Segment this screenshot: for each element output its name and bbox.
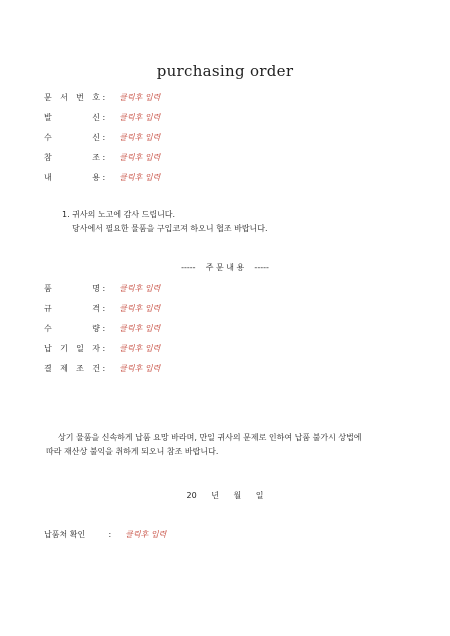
- field-label-char: 규: [44, 304, 52, 313]
- colon: :: [102, 113, 106, 122]
- colon: :: [102, 93, 106, 102]
- field-label-char: 참: [44, 153, 52, 162]
- colon: :: [102, 324, 106, 333]
- field-label: [44, 282, 100, 296]
- field-value-input[interactable]: 클릭후 입력: [119, 93, 161, 102]
- colon: :: [102, 364, 106, 373]
- field-label-char: 제: [60, 364, 68, 373]
- field-label-char: 수: [44, 133, 52, 142]
- field-label-char: 결: [44, 364, 52, 373]
- intro-line-1: 1. 귀사의 노고에 감사 드립니다.: [62, 210, 176, 219]
- field-value-input[interactable]: 클릭후 입력: [119, 153, 161, 162]
- field-recipient: [44, 131, 160, 145]
- field-label-char: 신: [92, 133, 100, 142]
- field-label-char: 건: [92, 364, 100, 373]
- field-label: [44, 362, 100, 376]
- field-value-input[interactable]: 클릭후 입력: [119, 284, 161, 293]
- field-value-input[interactable]: 클릭후 입력: [119, 173, 161, 182]
- field-label: [44, 91, 100, 105]
- field-label-char: 용: [92, 173, 100, 182]
- field-value-input[interactable]: 클릭후 입력: [125, 530, 167, 539]
- field-label: [44, 322, 100, 336]
- field-label: [44, 151, 100, 165]
- field-label-char: 조: [92, 153, 100, 162]
- field-label-char: 자: [92, 344, 100, 353]
- field-label-char: 신: [92, 113, 100, 122]
- field-item-name: [44, 282, 160, 296]
- field-reference: [44, 151, 160, 165]
- field-label-char: 호: [92, 93, 100, 102]
- field-label-char: 품: [44, 284, 52, 293]
- field-label: [44, 131, 100, 145]
- field-label-char: 량: [92, 324, 100, 333]
- field-value-input[interactable]: 클릭후 입력: [119, 133, 161, 142]
- field-label: [44, 171, 100, 185]
- field-label-char: 수: [44, 324, 52, 333]
- field-value-input[interactable]: 클릭후 입력: [119, 364, 161, 373]
- field-delivery-date: [44, 342, 160, 356]
- field-value-input[interactable]: 클릭후 입력: [119, 304, 161, 313]
- document-title: purchasing order: [156, 62, 294, 80]
- closing-line-1: 상기 물품을 신속하게 납품 요망 바라며, 만일 귀사의 문제로 인하여 납품 불가시 상법에: [58, 433, 362, 442]
- closing-line-2: 따라 재산상 불익을 취하게 되오니 참조 바랍니다.: [46, 447, 219, 456]
- field-label-char: 명: [92, 284, 100, 293]
- colon: :: [102, 153, 106, 162]
- field-label: 납품처 확인: [44, 530, 86, 539]
- field-label-char: 문: [44, 93, 52, 102]
- field-doc-number: [44, 91, 160, 105]
- field-label-char: 발: [44, 113, 52, 122]
- date-line: 20 년 월 일: [186, 491, 264, 500]
- colon: :: [102, 173, 106, 182]
- colon: :: [108, 530, 112, 539]
- field-value-input[interactable]: 클릭후 입력: [119, 344, 161, 353]
- field-label-char: 격: [92, 304, 100, 313]
- colon: :: [102, 344, 106, 353]
- order-section-title: ----- 주 문 내 용 -----: [181, 263, 269, 272]
- field-label-char: 번: [76, 93, 84, 102]
- colon: :: [102, 304, 106, 313]
- field-label-char: 서: [60, 93, 68, 102]
- field-label: [44, 302, 100, 316]
- field-value-input[interactable]: 클릭후 입력: [119, 113, 161, 122]
- colon: :: [102, 284, 106, 293]
- intro-line-2: 당사에서 필요한 물품을 구입코져 하오니 협조 바랍니다.: [72, 224, 268, 233]
- colon: :: [102, 133, 106, 142]
- field-label-char: 일: [76, 344, 84, 353]
- field-label-char: 조: [76, 364, 84, 373]
- field-label-char: 납: [44, 344, 52, 353]
- field-label-char: 기: [60, 344, 68, 353]
- field-label-char: 내: [44, 173, 52, 182]
- field-delivery-confirm: [44, 528, 166, 542]
- field-sender: [44, 111, 160, 125]
- field-payment-terms: [44, 362, 160, 376]
- field-quantity: [44, 322, 160, 336]
- field-value-input[interactable]: 클릭후 입력: [119, 324, 161, 333]
- field-spec: [44, 302, 160, 316]
- field-label: [44, 111, 100, 125]
- field-content: [44, 171, 160, 185]
- field-label: [44, 342, 100, 356]
